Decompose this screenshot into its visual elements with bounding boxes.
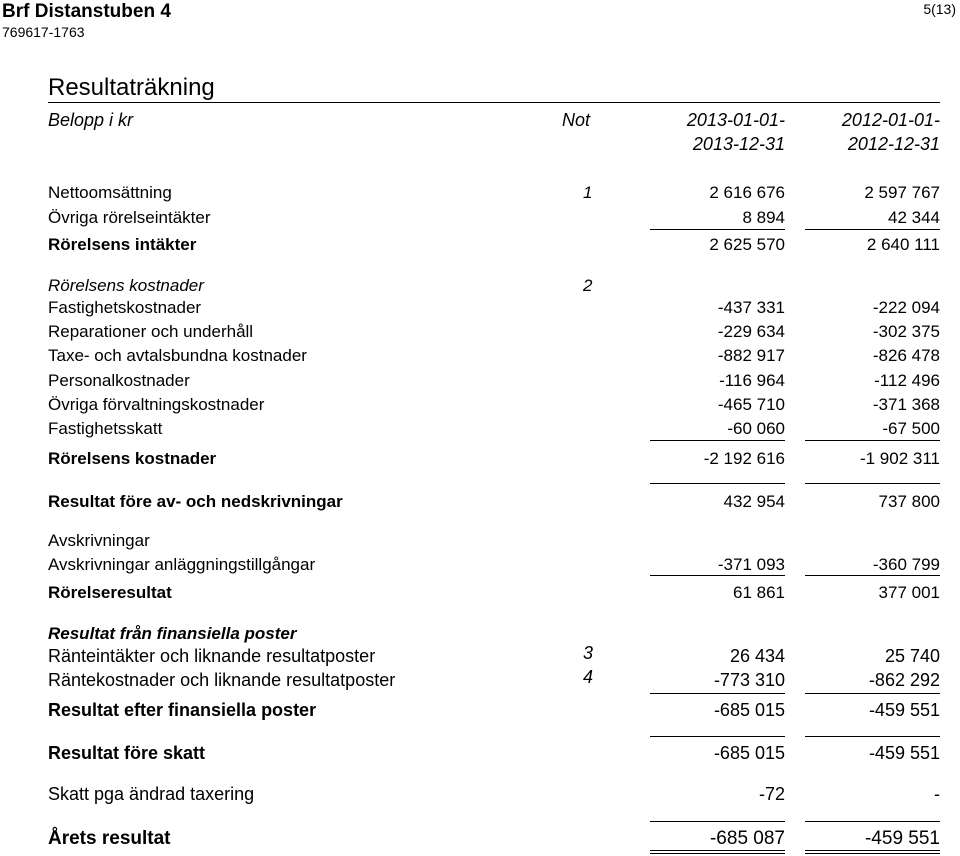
table-row-subtotal: [0, 743, 960, 763]
row-note: 4: [583, 667, 594, 687]
double-rule: [805, 853, 940, 854]
row-value-2012: 2 597 767: [864, 183, 940, 202]
column-header-2013-end: 2013-12-31: [692, 134, 785, 154]
table-row: [0, 395, 960, 415]
row-label: Nettoomsättning: [48, 183, 172, 202]
row-value-2012: -360 799: [872, 555, 940, 574]
table-row-section: [0, 624, 960, 644]
column-header-2012-start: 2012-01-01-: [841, 110, 940, 130]
page-number: 5(13): [923, 1, 956, 17]
row-value-2013: -437 331: [717, 298, 785, 317]
row-value-2013: -685 015: [713, 700, 785, 720]
row-value-2013: -229 634: [717, 322, 785, 341]
row-value-2013: 2 625 570: [709, 235, 785, 254]
row-label: Övriga rörelseintäkter: [48, 208, 211, 227]
row-label: Årets resultat: [48, 828, 171, 849]
row-label: Resultat från finansiella poster: [48, 624, 297, 643]
row-label: Rörelsens kostnader: [48, 276, 204, 295]
row-label: Rörelsens kostnader: [48, 449, 217, 468]
row-value-2012: -222 094: [872, 298, 940, 317]
row-note: 3: [583, 643, 594, 663]
row-value-2012: 2 640 111: [866, 235, 940, 254]
table-row-subtotal: [0, 449, 960, 469]
column-header-2013-start: 2013-01-01-: [686, 110, 785, 130]
row-value-2012: -67 500: [882, 419, 940, 438]
row-label: Resultat efter finansiella poster: [48, 700, 317, 720]
table-row: [0, 555, 960, 575]
sum-rule: [805, 483, 940, 484]
sum-rule: [805, 693, 940, 694]
row-label: Resultat före av- och nedskrivningar: [48, 492, 343, 511]
header-divider: [48, 102, 940, 103]
sum-rule: [805, 821, 940, 822]
row-value-2012: -1 902 311: [859, 449, 940, 468]
sum-rule: [650, 821, 785, 822]
row-value-2013: -2 192 616: [703, 449, 785, 468]
table-row: [0, 346, 960, 366]
row-value-2013: -116 964: [719, 371, 785, 390]
sum-rule: [650, 693, 785, 694]
sum-rule: [650, 575, 785, 576]
column-header-label: Belopp i kr: [48, 110, 134, 130]
table-row: [0, 298, 960, 318]
row-value-2012: 737 800: [878, 492, 940, 511]
sum-rule: [650, 440, 785, 441]
table-row: [0, 208, 960, 228]
sum-rule: [805, 736, 940, 737]
row-value-2013: -685 087: [709, 828, 785, 849]
row-value-2013: -685 015: [713, 743, 785, 763]
table-row: [0, 667, 960, 690]
table-row: [0, 183, 960, 203]
organization-name: Brf Distanstuben 4: [2, 1, 171, 22]
sum-rule: [805, 440, 940, 441]
row-label: Övriga förvaltningskostnader: [48, 395, 265, 414]
row-note: 2: [583, 276, 593, 295]
organization-number: 769617-1763: [2, 24, 85, 40]
row-label: Fastighetsskatt: [48, 419, 163, 438]
row-label: Räntekostnader och liknande resultatposter: [48, 670, 396, 690]
row-value-2012: -112 496: [874, 371, 940, 390]
row-value-2013: -882 917: [717, 346, 785, 365]
row-value-2013: 26 434: [729, 646, 785, 666]
row-label: Avskrivningar: [48, 531, 150, 550]
double-rule: [650, 850, 785, 851]
row-value-2013: 8 894: [742, 208, 785, 227]
table-row-subtotal: [0, 235, 960, 255]
row-value-2013: -371 093: [717, 555, 785, 574]
row-label: Reparationer och underhåll: [48, 322, 254, 341]
sum-rule: [805, 229, 940, 230]
row-value-2012: 25 740: [884, 646, 940, 666]
table-row: [0, 419, 960, 439]
table-row: [0, 784, 960, 804]
table-row: [0, 322, 960, 342]
row-value-2013: -60 060: [727, 419, 785, 438]
row-label: Rörelseresultat: [48, 583, 172, 602]
row-value-2013: -465 710: [717, 395, 785, 414]
row-note: 1: [583, 183, 593, 202]
row-value-2013: 432 954: [723, 492, 785, 511]
table-row-subtotal: [0, 583, 960, 603]
row-value-2012: -371 368: [872, 395, 940, 414]
double-rule: [650, 853, 785, 854]
sum-rule: [650, 483, 785, 484]
table-row: [0, 371, 960, 391]
row-value-2013: -773 310: [713, 670, 785, 690]
row-label: Skatt pga ändrad taxering: [48, 784, 255, 804]
row-label: Fastighetskostnader: [48, 298, 202, 317]
row-label: Personalkostnader: [48, 371, 190, 390]
table-row-subtotal: [0, 492, 960, 512]
row-label: Rörelsens intäkter: [48, 235, 197, 254]
double-rule: [805, 850, 940, 851]
row-value-2012: -459 551: [868, 700, 940, 720]
page-title: Resultaträkning: [48, 74, 215, 101]
row-value-2013: 2 616 676: [709, 183, 785, 202]
row-label: Ränteintäkter och liknande resultatposter: [48, 646, 376, 666]
row-value-2012: 42 344: [888, 208, 940, 227]
row-value-2012: -: [934, 784, 940, 804]
sum-rule: [805, 575, 940, 576]
row-value-2012: -862 292: [868, 670, 940, 690]
table-row-subtotal: [0, 700, 960, 720]
row-label: Taxe- och avtalsbundna kostnader: [48, 346, 307, 365]
row-value-2013: -72: [758, 784, 785, 804]
table-row: [0, 643, 960, 666]
row-value-2012: -826 478: [872, 346, 940, 365]
column-header-note: Not: [562, 110, 591, 130]
row-value-2012: -302 375: [872, 322, 940, 341]
row-value-2012: -459 551: [864, 828, 940, 849]
row-value-2012: 377 001: [878, 583, 940, 602]
table-row-section: [0, 531, 960, 551]
sum-rule: [650, 229, 785, 230]
row-label: Avskrivningar anläggningstillgångar: [48, 555, 316, 574]
row-value-2013: 61 861: [733, 583, 785, 602]
column-header-2012-end: 2012-12-31: [847, 134, 940, 154]
row-value-2012: -459 551: [868, 743, 940, 763]
row-label: Resultat före skatt: [48, 743, 206, 763]
table-row-section: [0, 276, 960, 296]
table-row-total: [0, 828, 960, 848]
sum-rule: [650, 736, 785, 737]
